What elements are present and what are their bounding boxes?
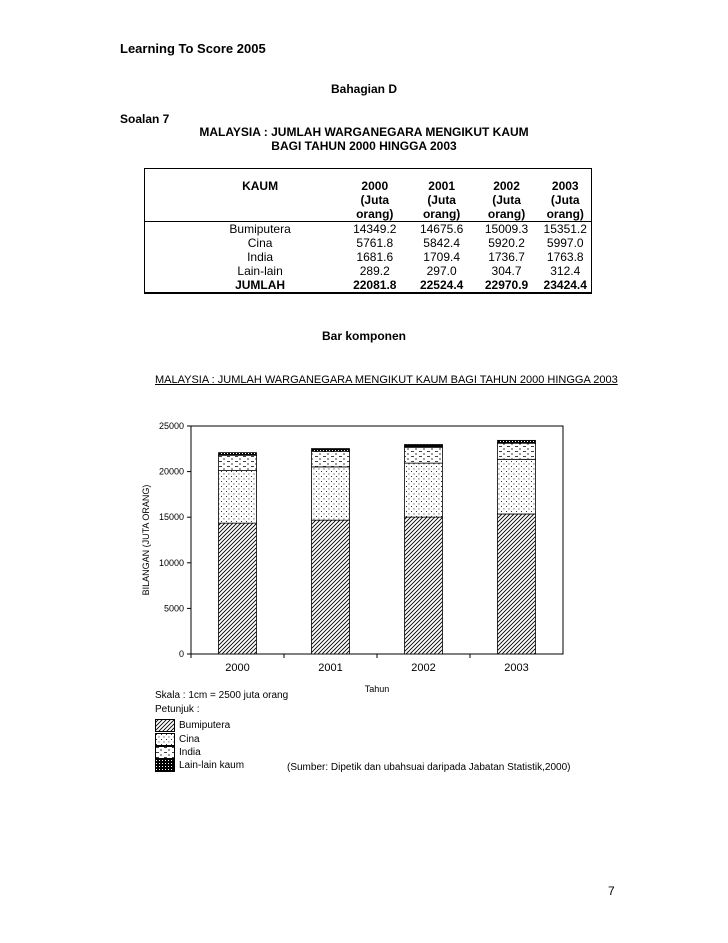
cell-value: 304.7	[491, 264, 522, 278]
bar-segment-india	[405, 447, 443, 463]
x-tick-label: 2000	[225, 662, 250, 674]
cell-value: 1709.4	[423, 250, 460, 264]
row-label: India	[247, 250, 274, 264]
total-value: 22081.8	[340, 278, 410, 293]
x-tick-label: 2001	[318, 662, 343, 674]
legend-swatch	[155, 759, 175, 772]
cell-value: 15351.2	[539, 222, 591, 237]
total-value: 22524.4	[410, 278, 474, 293]
section-label: Bahagian D	[330, 82, 397, 96]
kaum-header: KAUM	[200, 169, 320, 194]
y-tick-label: 0	[178, 649, 184, 659]
chart-title: MALAYSIA : JUMLAH WARGANEGARA MENGIKUT KAUM BAGI TAHUN 2000 HINGGA 2003	[155, 374, 618, 386]
page-number: 7	[608, 884, 615, 898]
unit-label: orang)	[356, 207, 394, 221]
unit-label: orang)	[422, 207, 461, 221]
bar-segment-cina	[219, 471, 257, 524]
population-table	[144, 168, 592, 294]
bar-segment-india	[312, 451, 350, 467]
unit-label: orang)	[539, 207, 591, 222]
total-row	[145, 278, 592, 293]
cell-value: 14349.2	[340, 222, 410, 237]
cell-value: 5761.8	[356, 236, 394, 250]
unit-label: (Juta	[539, 193, 591, 207]
cell-value: 1736.7	[488, 250, 525, 264]
year-header: 2002	[474, 169, 540, 194]
table-title-line1: MALAYSIA : JUMLAH WARGANEGARA MENGIKUT KAUM	[199, 125, 529, 139]
cell-value: 289.2	[359, 264, 390, 278]
legend-label: Cina	[179, 734, 200, 745]
stacked-bar-chart	[130, 410, 580, 700]
cell-value: 5842.4	[423, 236, 460, 250]
y-tick-label: 15000	[158, 512, 184, 523]
unit-label: (Juta	[360, 193, 390, 207]
bar-section-title: Bar komponen	[321, 329, 406, 343]
bar-segment-cina	[498, 459, 536, 514]
cell-value: 14675.6	[410, 222, 474, 237]
legend-swatch	[155, 719, 175, 732]
source-note: (Sumber: Dipetik dan ubahsuai daripada Jabatan Statistik,2000)	[287, 762, 571, 773]
y-axis-label: BILANGAN (JUTA ORANG)	[141, 484, 151, 596]
bar-segment-india	[219, 455, 257, 470]
bar-segment-lain-lain-kaum	[405, 445, 443, 448]
legend-title: Petunjuk :	[155, 704, 200, 715]
table-row	[145, 236, 592, 250]
cell-value: 1681.6	[356, 250, 394, 264]
year-header: 2003	[539, 169, 591, 194]
y-tick-label: 25000	[158, 421, 184, 431]
legend-label: Bumiputera	[179, 720, 231, 731]
row-label: Lain-lain	[237, 264, 283, 278]
x-axis-label: Tahun	[364, 684, 390, 694]
legend-swatch	[155, 746, 175, 759]
bar-segment-lain-lain-kaum	[219, 453, 257, 456]
row-label: Bumiputera	[200, 222, 320, 237]
bar-segment-cina	[405, 463, 443, 517]
y-tick-label: 10000	[158, 557, 184, 568]
table-row	[145, 250, 592, 264]
table-row	[145, 222, 592, 237]
unit-label: (Juta	[492, 193, 521, 207]
y-tick-label: 5000	[163, 603, 184, 614]
bar-segment-bumiputera	[312, 520, 350, 654]
cell-value: 5997.0	[539, 236, 591, 250]
x-tick-label: 2002	[411, 662, 436, 674]
question-label: Soalan 7	[120, 112, 170, 126]
bar-segment-india	[498, 443, 536, 459]
table-title-line2: BAGI TAHUN 2000 HINGGA 2003	[271, 139, 457, 153]
bar-segment-bumiputera	[219, 523, 257, 654]
bar-segment-lain-lain-kaum	[498, 440, 536, 443]
cell-value: 297.0	[426, 264, 457, 278]
cell-value: 1763.8	[539, 250, 591, 264]
bar-segment-lain-lain-kaum	[312, 449, 350, 452]
total-value: 22970.9	[474, 278, 540, 293]
legend-label: India	[179, 747, 201, 758]
total-label: JUMLAH	[200, 278, 320, 293]
year-header: 2000	[340, 169, 410, 194]
cell-value: 5920.2	[488, 236, 525, 250]
unit-label: (Juta	[427, 193, 456, 207]
bar-segment-cina	[312, 467, 350, 520]
unit-label: orang)	[487, 207, 526, 221]
year-header: 2001	[410, 169, 474, 194]
scale-text: Skala : 1cm = 2500 juta orang	[155, 690, 289, 701]
legend-swatch	[155, 733, 175, 746]
bar-segment-bumiputera	[405, 517, 443, 654]
table-row	[145, 264, 592, 278]
document-header: Learning To Score 2005	[120, 41, 266, 56]
cell-value: 312.4	[539, 264, 591, 278]
cell-value: 15009.3	[474, 222, 540, 237]
row-label: Cina	[247, 236, 273, 250]
legend-label: Lain-lain kaum	[179, 760, 245, 771]
bar-segment-bumiputera	[498, 514, 536, 654]
y-tick-label: 20000	[158, 466, 184, 477]
total-value: 23424.4	[539, 278, 591, 293]
x-tick-label: 2003	[504, 662, 529, 674]
